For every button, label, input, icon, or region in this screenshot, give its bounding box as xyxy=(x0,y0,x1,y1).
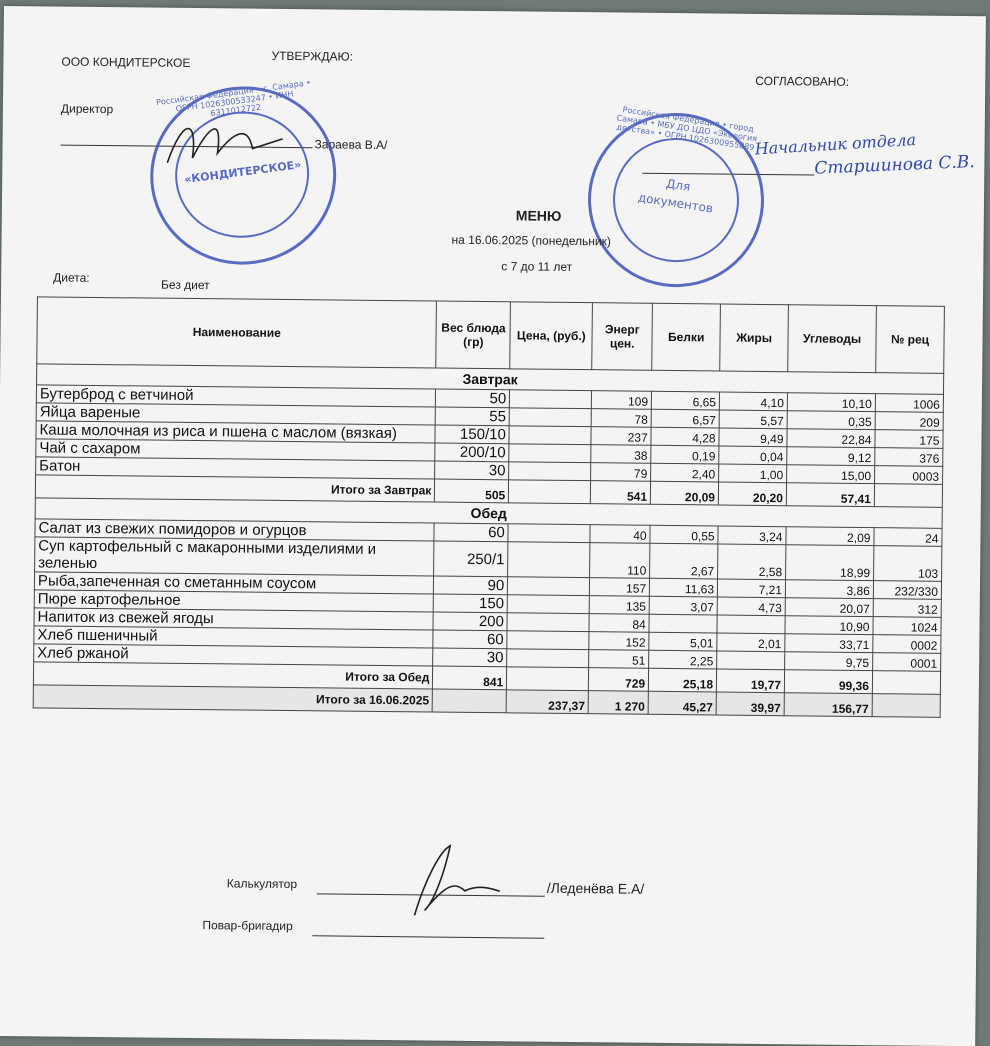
menu-date: на 16.06.2025 (понедельник) xyxy=(451,232,611,249)
dish-protein: 6,57 xyxy=(651,409,719,428)
dish-weight: 60 xyxy=(433,630,507,649)
dish-price xyxy=(507,595,589,614)
menu-title: МЕНЮ xyxy=(515,207,562,224)
dish-price xyxy=(507,649,589,668)
approve-label: УТВЕРЖДАЮ: xyxy=(271,48,354,64)
dish-price xyxy=(509,444,591,463)
dish-name: Суп картофельный с макаронными изделиями и зеленью xyxy=(35,537,435,576)
director-signature xyxy=(162,108,293,179)
director-name: Зараева В.А/ xyxy=(314,137,388,153)
total-label: Итого за Обед xyxy=(33,662,433,689)
dish-price xyxy=(509,408,591,427)
menu-sheet xyxy=(0,6,986,1046)
dish-price xyxy=(510,390,592,409)
dish-energy: 152 xyxy=(589,632,649,651)
cook-signature-line xyxy=(312,935,544,938)
dish-name: Рыба,запеченная со сметанным соусом xyxy=(34,572,434,594)
total-label: Итого за Завтрак xyxy=(35,475,435,502)
table-header-row xyxy=(37,297,945,373)
calculator-label: Калькулятор xyxy=(226,876,298,892)
total-fat: 19,77 xyxy=(716,669,784,693)
diet-value: Без диет xyxy=(161,277,210,293)
dish-carbs: 10,90 xyxy=(785,616,873,635)
dish-name: Хлеб ржаной xyxy=(34,644,434,666)
dish-carbs: 18,99 xyxy=(786,545,874,581)
calculator-name: /Леденёва Е.А/ xyxy=(546,879,645,897)
company-stamp-ring-text: Российская Федерация • г. Самара • ОГРН 1026300533247 • ИНН 6311012722 xyxy=(155,78,312,119)
dish-name: Напиток из свежей ягоды xyxy=(34,608,434,630)
grand-total-recipe xyxy=(872,694,940,718)
menu-ages: с 7 до 11 лет xyxy=(501,259,573,274)
dish-recipe: 312 xyxy=(873,599,941,618)
agreed-stamp-center-1: Для xyxy=(665,176,692,194)
dish-energy: 109 xyxy=(592,391,652,410)
dish-fat: 3,24 xyxy=(718,526,786,545)
company-name: ООО КОНДИТЕРСКОЕ xyxy=(61,54,191,70)
dish-energy: 84 xyxy=(589,614,649,633)
dish-recipe: 232/330 xyxy=(873,581,941,600)
dish-weight: 30 xyxy=(433,648,507,667)
dish-name: Бутерброд с ветчиной xyxy=(36,385,436,407)
dish-price xyxy=(508,577,590,596)
dish-recipe: 376 xyxy=(875,448,943,467)
dish-name: Пюре картофельное xyxy=(34,590,434,612)
col-name: Наименование xyxy=(37,297,437,368)
total-recipe xyxy=(874,484,942,508)
cook-label: Повар-бригадир xyxy=(202,918,293,934)
dish-weight: 150 xyxy=(434,594,508,613)
dish-protein: 3,07 xyxy=(649,596,717,615)
dish-recipe: 209 xyxy=(875,412,943,431)
dish-weight: 55 xyxy=(436,407,510,426)
dish-fat: 7,21 xyxy=(717,579,785,598)
dish-recipe: 175 xyxy=(875,430,943,449)
dish-energy: 237 xyxy=(591,427,651,446)
dish-fat: 5,57 xyxy=(719,410,787,429)
dish-carbs: 9,12 xyxy=(787,447,875,466)
dish-fat: 9,49 xyxy=(719,428,787,447)
grand-total-protein: 45,27 xyxy=(648,691,716,715)
grand-total-energy: 1 270 xyxy=(588,691,648,715)
dish-protein: 4,28 xyxy=(651,427,719,446)
dish-recipe: 0003 xyxy=(875,466,943,485)
dish-energy: 40 xyxy=(590,525,650,544)
total-protein: 20,09 xyxy=(650,481,718,505)
dish-energy: 51 xyxy=(589,650,649,669)
total-weight: 505 xyxy=(435,479,509,503)
col-carbs: Углеводы xyxy=(788,305,877,373)
dish-recipe: 1006 xyxy=(875,394,943,413)
dish-price xyxy=(507,631,589,650)
grand-total-label: Итого за 16.06.2025 xyxy=(33,685,433,712)
dish-weight: 60 xyxy=(434,523,508,542)
dish-weight: 250/1 xyxy=(434,541,508,577)
dish-name: Чай с сахаром xyxy=(36,439,436,461)
dish-carbs: 9,75 xyxy=(785,652,873,671)
dish-energy: 38 xyxy=(591,445,651,464)
dish-weight: 90 xyxy=(434,576,508,595)
total-protein: 25,18 xyxy=(649,668,717,692)
dish-price xyxy=(509,426,591,445)
section-title: Обед xyxy=(35,498,942,528)
company-stamp-center-text: «КОНДИТЕРСКОЕ» xyxy=(183,158,303,187)
dish-protein: 2,67 xyxy=(650,543,718,579)
dish-fat: 4,10 xyxy=(719,392,787,411)
dish-fat xyxy=(717,615,785,634)
section-title: Завтрак xyxy=(37,364,944,394)
dish-weight: 200/10 xyxy=(435,443,509,462)
total-weight: 841 xyxy=(433,666,507,690)
agreed-handwritten-position: Начальник отдела xyxy=(754,129,917,159)
dish-fat: 4,73 xyxy=(717,597,785,616)
dish-protein xyxy=(649,614,717,633)
dish-name: Яйца вареные xyxy=(36,403,436,425)
dish-price xyxy=(508,524,590,543)
dish-energy: 135 xyxy=(589,596,649,615)
dish-recipe: 1024 xyxy=(873,617,941,636)
grand-total-fat: 39,97 xyxy=(716,692,784,716)
col-price: Цена, (руб.) xyxy=(510,302,593,370)
dish-carbs: 0,35 xyxy=(787,411,875,430)
dish-recipe: 0002 xyxy=(873,635,941,654)
col-energy: Энерг цен. xyxy=(592,303,653,371)
dish-recipe: 103 xyxy=(874,546,942,582)
dish-protein: 2,25 xyxy=(649,650,717,669)
dish-energy: 157 xyxy=(590,578,650,597)
dish-protein: 2,40 xyxy=(651,463,719,482)
dish-fat: 0,04 xyxy=(719,446,787,465)
col-recipe: № рец xyxy=(876,306,945,374)
menu-table xyxy=(33,296,945,717)
dish-weight: 50 xyxy=(436,389,510,408)
dish-name: Салат из свежих помидоров и огурцов xyxy=(35,519,435,541)
dish-fat: 2,01 xyxy=(717,633,785,652)
total-fat: 20,20 xyxy=(718,482,786,506)
dish-energy: 79 xyxy=(591,463,651,482)
total-carbs: 99,36 xyxy=(784,670,872,694)
agreed-stamp-ring-text: Российская Федерация • город Самара • МБУ ДО ЦДО «Экология детства» • ОГРН 1026300955889 xyxy=(616,105,758,153)
total-price xyxy=(509,480,591,504)
diet-label: Диета: xyxy=(53,270,90,285)
dish-carbs: 20,07 xyxy=(785,598,873,617)
dish-price xyxy=(507,613,589,632)
col-protein: Белки xyxy=(652,303,721,371)
dish-protein: 11,63 xyxy=(650,578,718,597)
agreed-handwritten-name: Старшинова С.В. xyxy=(814,151,976,179)
dish-carbs: 2,09 xyxy=(786,527,874,546)
dish-energy: 110 xyxy=(590,543,650,579)
dish-price xyxy=(509,462,591,481)
col-fat: Жиры xyxy=(720,304,789,372)
grand-total-weight xyxy=(433,689,507,713)
dish-protein: 5,01 xyxy=(649,632,717,651)
total-energy: 729 xyxy=(589,668,649,692)
dish-price xyxy=(508,542,590,578)
total-energy: 541 xyxy=(591,481,651,505)
dish-fat: 1,00 xyxy=(719,464,787,483)
dish-weight: 150/10 xyxy=(435,425,509,444)
dish-weight: 200 xyxy=(433,612,507,631)
dish-weight: 30 xyxy=(435,461,509,480)
agreed-stamp xyxy=(576,101,776,299)
grand-total-carbs: 156,77 xyxy=(784,693,872,717)
dish-energy: 78 xyxy=(591,409,651,428)
agreed-label: СОГЛАСОВАНО: xyxy=(755,73,850,89)
dish-carbs: 33,71 xyxy=(785,634,873,653)
dish-carbs: 22,84 xyxy=(787,429,875,448)
total-price xyxy=(507,667,589,691)
dish-name: Батон xyxy=(36,457,436,479)
calculator-signature xyxy=(394,840,505,921)
dish-recipe: 0001 xyxy=(873,653,941,672)
dish-protein: 0,19 xyxy=(651,445,719,464)
total-carbs: 57,41 xyxy=(786,483,874,507)
dish-carbs: 15,00 xyxy=(787,465,875,484)
dish-protein: 0,55 xyxy=(650,525,718,544)
dish-carbs: 10,10 xyxy=(787,393,875,412)
col-weight: Вес блюда (гр) xyxy=(436,301,511,369)
dish-name: Хлеб пшеничный xyxy=(34,626,434,648)
agreed-stamp-center-2: документов xyxy=(637,190,715,216)
total-recipe xyxy=(872,671,940,695)
dish-recipe: 24 xyxy=(874,528,942,547)
dish-name: Каша молочная из риса и пшена с маслом (вязкая) xyxy=(36,421,436,443)
dish-fat: 2,58 xyxy=(718,544,786,580)
dish-carbs: 3,86 xyxy=(785,580,873,599)
director-label: Директор xyxy=(60,101,114,117)
dish-fat xyxy=(717,651,785,670)
grand-total-price: 237,37 xyxy=(506,690,588,714)
dish-protein: 6,65 xyxy=(651,391,719,410)
